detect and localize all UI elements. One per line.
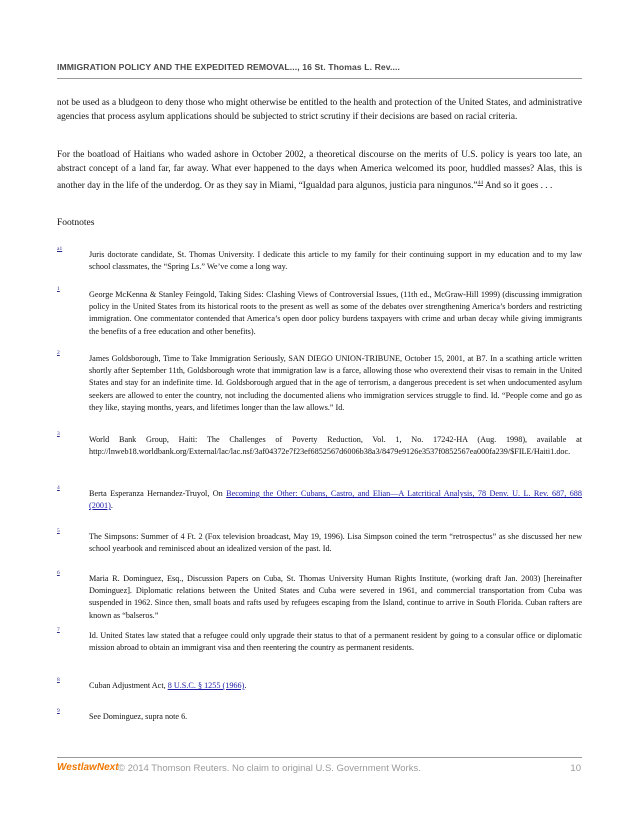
footnote-number-7[interactable]: 7: [57, 627, 60, 633]
footer-copyright: © 2014 Thomson Reuters. No claim to original U.S. Government Works.: [118, 763, 421, 774]
footnote-8-text-post: .: [244, 681, 247, 690]
body-paragraph-1: not be used as a bludgeon to deny those who might otherwise be entitled to the health and protection of the United States, and administrative agencies that process asylum applications should be subjected to strict scrutiny if their decisions are based on racial criteria.: [57, 98, 582, 122]
footnote-number-4[interactable]: 4: [57, 485, 60, 491]
footnote-number-6[interactable]: 6: [57, 570, 60, 576]
body-paragraph-2-text: For the boatload of Haitians who waded ashore in October 2002, a theoretical discourse on the merits of U.S. policy is years too late, an abstract concept of a land far, far away. What ever happened to the days when America welcomed its poor, huddled masses? Alas, this is another day in the life of the underdog. Or as they say in Miami, “Igualdad para algunos, justicia para ningunos.”: [57, 150, 582, 192]
footnote-4-text-post: .: [110, 501, 113, 511]
running-header: IMMIGRATION POLICY AND THE EXPEDITED REMOVAL..., 16 St. Thomas L. Rev....: [57, 62, 400, 72]
footnote-8-text-pre: Cuban Adjustment Act,: [89, 681, 168, 690]
footnote-text-8: [89, 680, 582, 692]
footer-divider: [57, 757, 582, 758]
footnote-text-4: [89, 488, 582, 512]
footnote-text-3: World Bank Group, Haiti: The Challenges of Poverty Reduction, Vol. 1, No. 17242-HA (Aug. 1998), available at http://lnweb18.worldbank.org/External/lac/lac.nsf/3af04372e7f23ef6852567d6006b38a3/8479e9126e3537f0852567ea000fa239/$FILE/Haiti1.doc.: [89, 435, 582, 457]
footnote-text-9: See Dominguez, supra note 6.: [89, 712, 188, 721]
body-paragraph-2-tail: And so it goes . . .: [483, 181, 553, 192]
footnote-number-1[interactable]: 1: [57, 286, 60, 292]
footnote-text-5: The Simpsons: Summer of 4 Ft. 2 (Fox television broadcast, May 19, 1996). Lisa Simpson coined the term “retrospectus” as she discussed her new school yearbook and reminisced about an idealized version of the past. Id.: [89, 532, 582, 554]
footnote-text-2: James Goldsborough, Time to Take Immigration Seriously, SAN DIEGO UNION-TRIBUNE, October 15, 2001, at B7. In a scathing article written shortly after September 11th, Goldsborough wrote that immigration law is a farce, allowing those who overextend their visas to remain in the United States and stay for an indefinite time. Id. Goldsborough argued that in the age of terrorism, a dangerous precedent is set when undocumented asylum seekers are allowed to enter the country, not including the documented aliens who immigration services struggle to find. Id. “People come and go as they like, staying months, years, and lifetimes longer than the law allows.” Id.: [89, 354, 582, 412]
footnote-text-6: Maria R. Dominguez, Esq., Discussion Papers on Cuba, St. Thomas University Human Rights Institute, (working draft Jan. 2003) [hereinafter Dominguez]. Diplomatic relations between the United States and Cuba were severed in 1961, and commercial transportation from Cuba was suspended in 1962. Since then, small boats and rafts used by refugees escaping from the Island, continue to arrive in South Florida. Cuban rafters are known as “balseros.”: [89, 574, 582, 620]
header-divider: [57, 78, 582, 79]
footnote-8-citation-link[interactable]: 8 U.S.C. § 1255 (1966): [167, 681, 245, 690]
footnote-number-2[interactable]: 2: [57, 350, 60, 356]
page-number: 10: [570, 763, 581, 774]
footnote-4-text-pre: Berta Esperanza Hernandez-Truyol, On: [89, 489, 227, 498]
footnote-number-9[interactable]: 9: [57, 708, 60, 714]
footnote-text-a1: Juris doctorate candidate, St. Thomas University. I dedicate this article to my family for their continuing support in my education and to my law school classmates, the “Spring Ls.” We’ve come a long way.: [89, 250, 582, 272]
footnote-number-3[interactable]: 3: [57, 431, 60, 437]
footnote-reference-44[interactable]: 44: [477, 180, 484, 186]
logo-westlaw-text: Westlaw: [57, 762, 97, 773]
footnote-text-7: Id. United States law stated that a refugee could only upgrade their status to that of a permanent resident by going to a consular office or diplomatic mission abroad to obtain an immigrant visa and then reentering the country as permanent residents.: [89, 631, 582, 653]
logo-next-text: Next: [96, 762, 119, 773]
footnote-number-5[interactable]: 5: [57, 528, 60, 534]
westlaw-next-logo: [57, 762, 119, 773]
footnote-4-citation-link[interactable]: Becoming the Other: Cubans, Castro, and Elian—A Latcritical Analysis, 78 Denv. U. L. Rev. 687, 688 (2001): [89, 489, 582, 511]
footnote-number-a1[interactable]: a1: [57, 246, 63, 252]
footnotes-heading: Footnotes: [57, 218, 95, 228]
body-paragraph-2: [57, 148, 582, 193]
footnote-number-8[interactable]: 8: [57, 677, 60, 683]
footnote-text-1: George McKenna & Stanley Feingold, Taking Sides: Clashing Views of Controversial Issues, (11th ed., McGraw-Hill 1999) (discussing immigration policy in the United States from its historical roots to the present as well as some of the debates over strengthening America’s borders and restricting immigration. One commentator contended that America’s open door policy burdens taxpayers with crime and urban decay while giving immigrants the benefits of a free education and other benefits).: [89, 290, 582, 336]
